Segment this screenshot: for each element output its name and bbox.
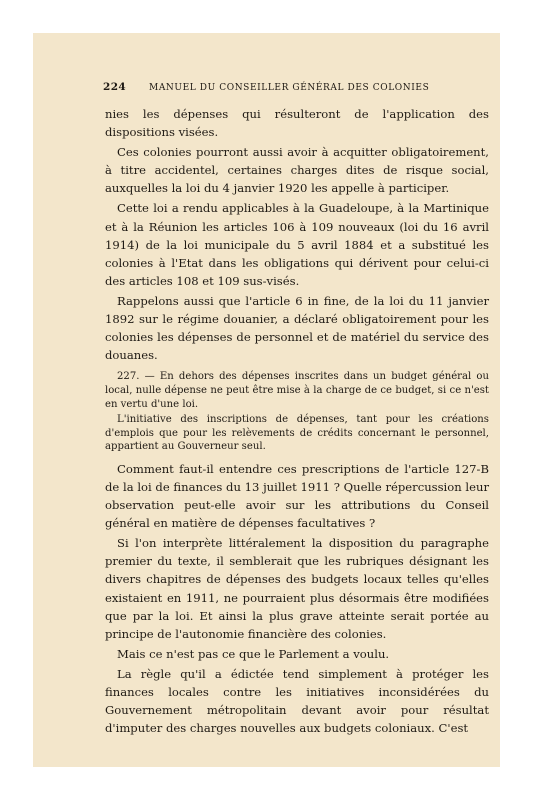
running-title: MANUEL DU CONSEILLER GÉNÉRAL DES COLONIES <box>149 83 430 93</box>
page-number: 224 <box>103 81 127 93</box>
paragraph: Rappelons aussi que l'article 6 in fine, de la loi du 11 janvier 1892 sur le régime douanier, a déclaré obligatoirement pour les colonies les dépenses de personnel et de matériel du service des douanes. <box>105 293 489 363</box>
paragraph: nies les dépenses qui résulteront de l'application des dispositions visées. <box>105 107 489 140</box>
article-paragraph: L'initiative des inscriptions de dépenses, tant pour les créations d'emplois que pour les relèvements de crédits concernant le personnel, appartient au Gouverneur seul. <box>105 414 489 453</box>
page-body <box>105 105 489 739</box>
paragraph: La règle qu'il a édictée tend simplement à protéger les finances locales contre les initiatives inconsidérées du Gouvernement métropolitain devant avoir pour résultat d'imputer des charges nouvelles aux budgets coloniaux. C'est <box>105 666 489 736</box>
page-header <box>103 81 493 93</box>
paragraph: Comment faut-il entendre ces prescriptions de l'article 127-B de la loi de finances du 13 juillet 1911 ? Quelle répercussion leur observation peut-elle avoir sur les attributions du Conseil général en matière de dépenses facultatives ? <box>105 461 489 531</box>
paragraph: Si l'on interprète littéralement la disposition du paragraphe premier du texte, il semblerait que les rubriques désignant les divers chapitres de dépenses des budgets locaux telles qu'elles existaient en 1911, ne pourraient plus désormais être modifiées que par la loi. Et ainsi la plus grave atteinte serait portée au principe de l'autonomie financière des colonies. <box>105 536 489 641</box>
paragraph: Cette loi a rendu applicables à la Guadeloupe, à la Martinique et à la Réunion les articles 106 à 109 nouveaux (loi du 16 avril 1914) de la loi municipale du 5 avril 1884 et a substitué les colonies à l'Etat dans les obligations qui dérivent pour celui-ci des articles 108 et 109 sus-visés. <box>105 201 489 288</box>
paragraph: Mais ce n'est pas ce que le Parlement a voulu. <box>117 646 390 661</box>
paragraph: Ces colonies pourront aussi avoir à acquitter obligatoirement, à titre accidentel, certaines charges dites de risque social, auxquelles la loi du 4 janvier 1920 les appelle à participer. <box>105 145 489 196</box>
book-page <box>33 33 500 767</box>
article-paragraph: 227. — En dehors des dépenses inscrites dans un budget général ou local, nulle dépense ne peut être mise à la charge de ce budget, si ce n'est en vertu d'une loi. <box>105 371 489 410</box>
article-text <box>105 370 489 454</box>
